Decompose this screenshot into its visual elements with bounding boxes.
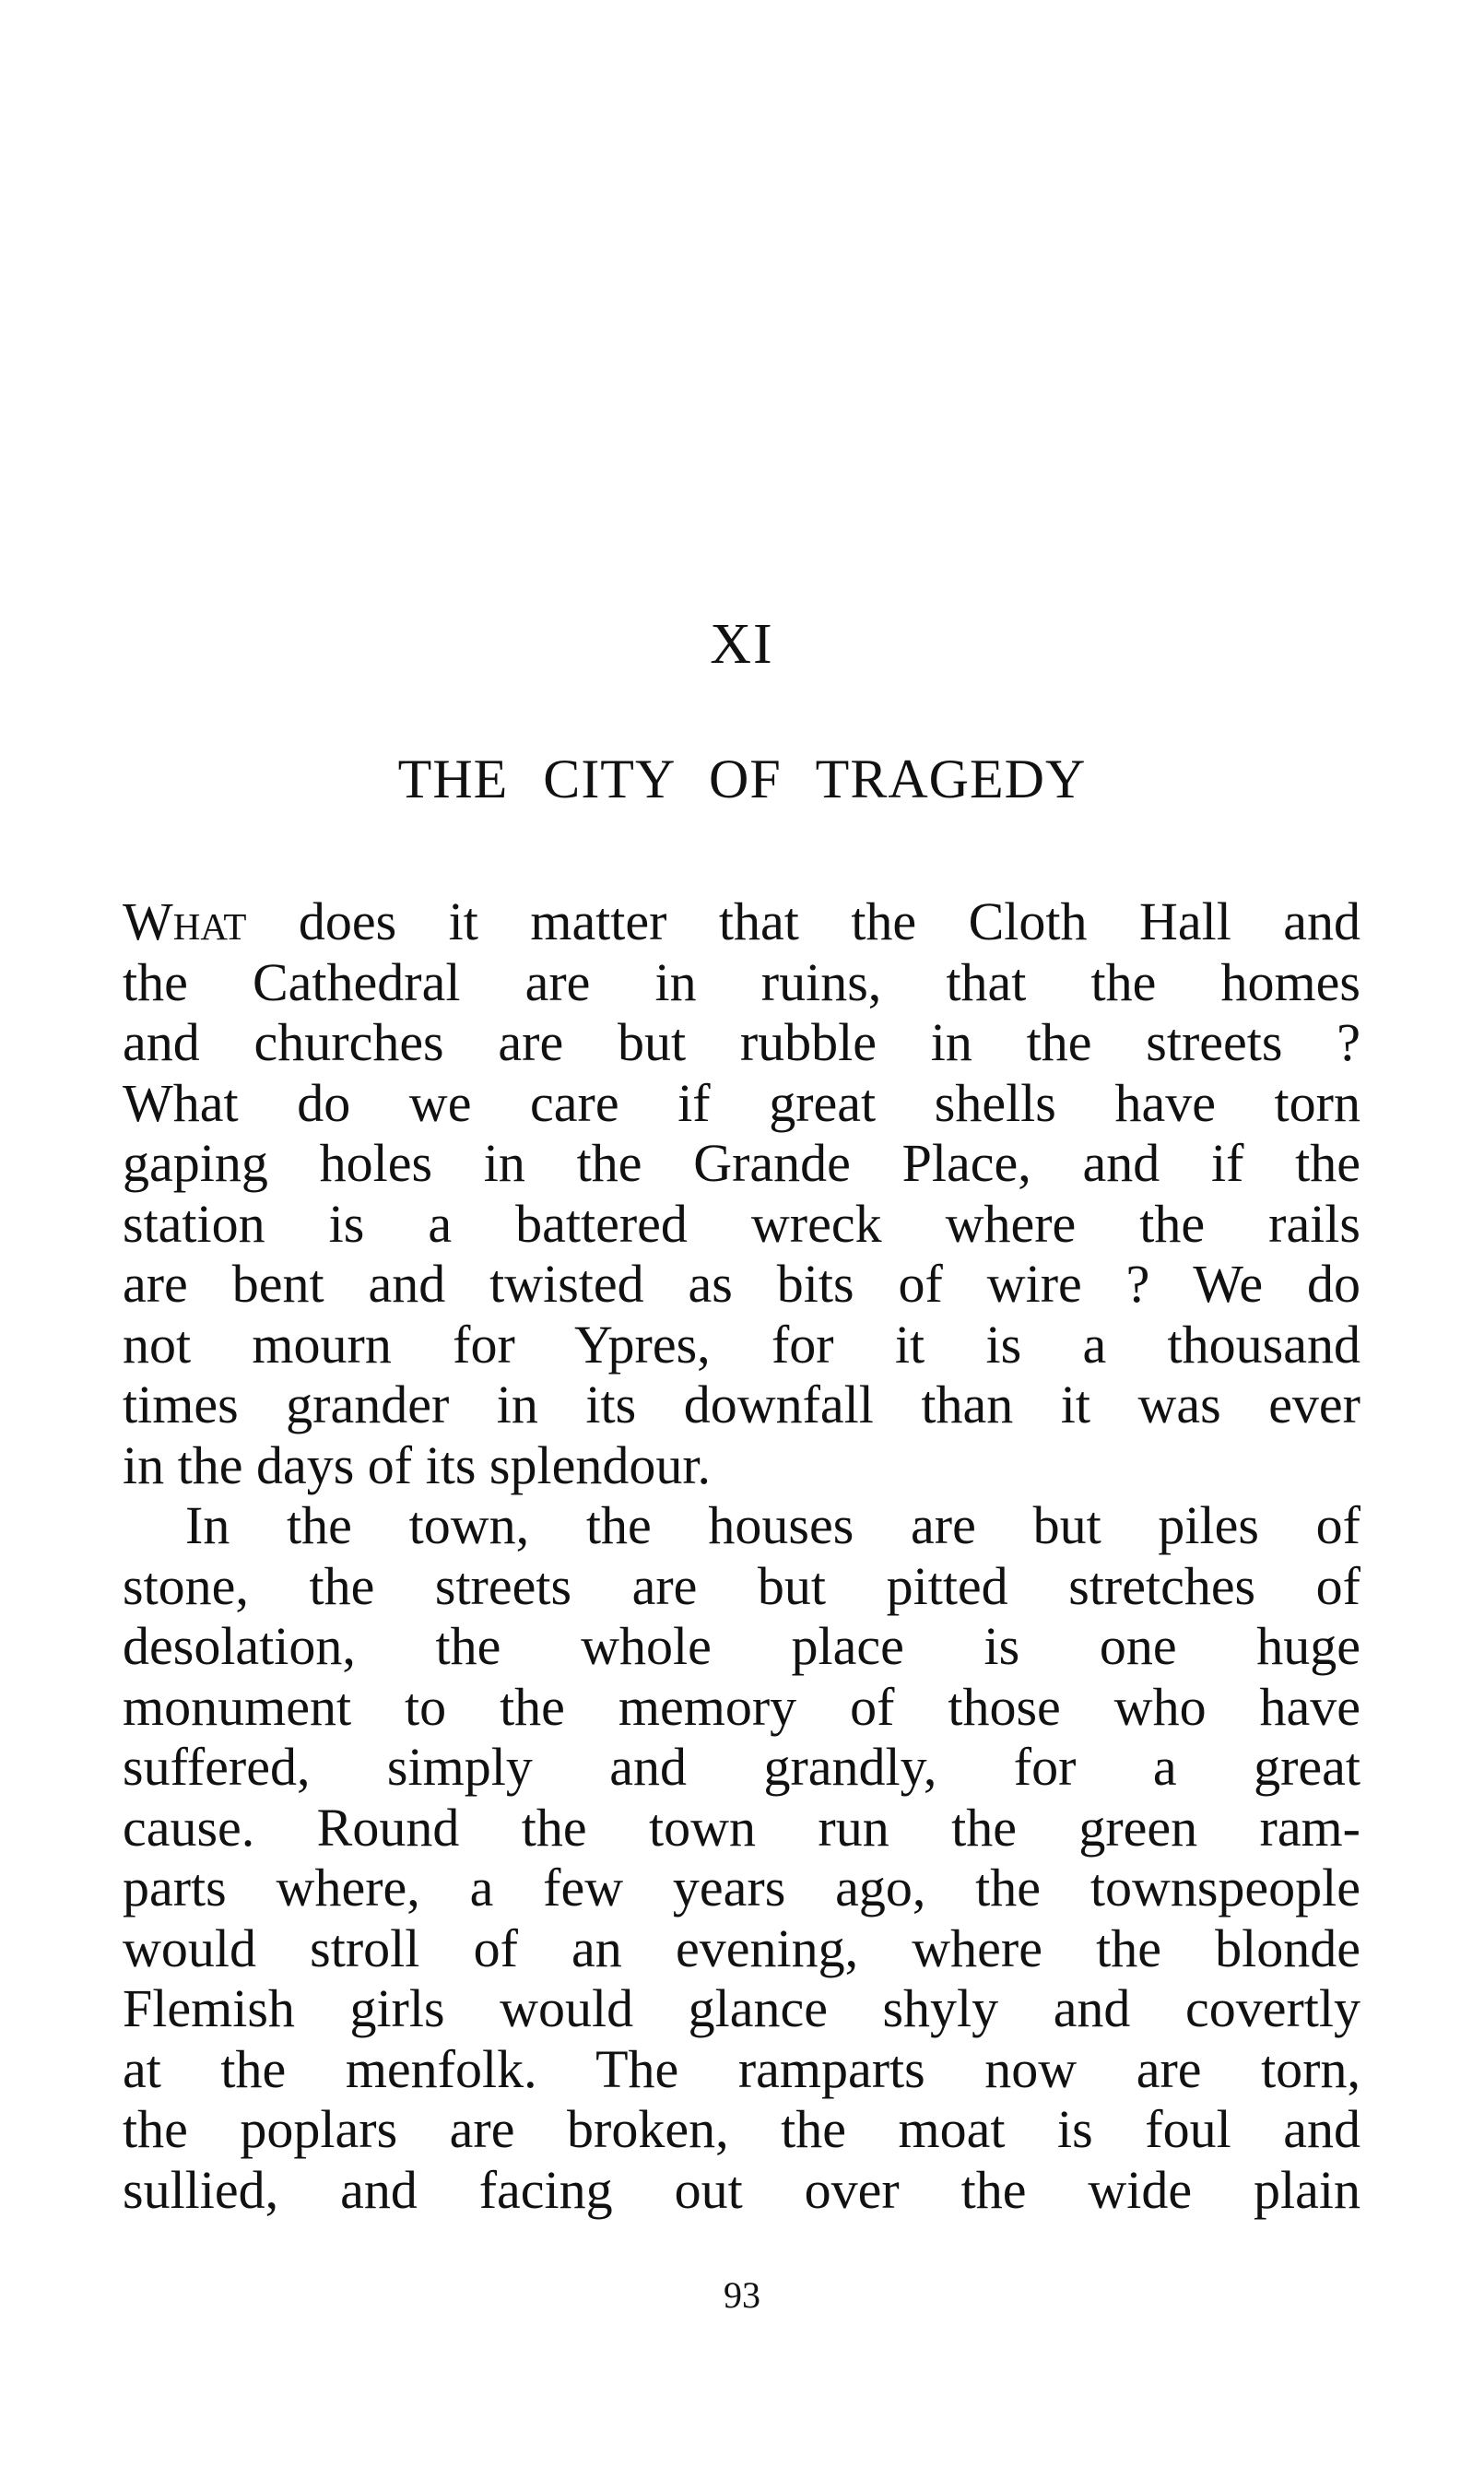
text-line: in the days of its splendour.	[123, 1434, 711, 1495]
text-line: monument to the memory of those who have	[123, 1676, 1360, 1737]
text-line: station is a battered wreck where the rails	[123, 1193, 1360, 1254]
text-line: What do we care if great shells have torn	[123, 1072, 1360, 1133]
page-number: 93	[724, 2274, 760, 2316]
text-line-content: does it matter that the Cloth Hall and	[246, 891, 1360, 951]
text-line: not mourn for Ypres, for it is a thousand	[123, 1314, 1360, 1375]
text-line: cause. Round the town run the green ram-	[123, 1797, 1360, 1858]
text-line: desolation, the whole place is one huge	[123, 1616, 1360, 1676]
text-line: Flemish girls would glance shyly and covertly	[123, 1978, 1360, 2038]
text-line: and churches are but rubble in the streets ?	[123, 1012, 1360, 1072]
text-line: times grander in its downfall than it was ever	[123, 1375, 1360, 1434]
chapter-title: THE CITY OF TRAGEDY	[397, 749, 1087, 809]
text-line: suffered, simply and grandly, for a great	[123, 1737, 1360, 1797]
text-line: are bent and twisted as bits of wire ? We do	[123, 1254, 1360, 1314]
lead-word: What	[123, 891, 247, 951]
body-text	[123, 891, 1360, 2220]
text-line: stone, the streets are but pitted stretches of	[123, 1555, 1360, 1616]
chapter-number: XI	[710, 613, 774, 676]
text-line: would stroll of an evening, where the blonde	[123, 1918, 1360, 1978]
text-line: gaping holes in the Grande Place, and if the	[123, 1133, 1360, 1193]
text-line: parts where, a few years ago, the townspeople	[123, 1858, 1360, 1918]
text-line: the Cathedral are in ruins, that the homes	[123, 951, 1360, 1012]
text-line: the poplars are broken, the moat is foul and	[123, 2099, 1360, 2159]
text-line: sullied, and facing out over the wide plain	[123, 2159, 1360, 2220]
text-line: at the menfolk. The ramparts now are torn,	[123, 2038, 1360, 2099]
text-line	[123, 891, 1360, 952]
text-line: In the town, the houses are but piles of	[185, 1495, 1360, 1555]
